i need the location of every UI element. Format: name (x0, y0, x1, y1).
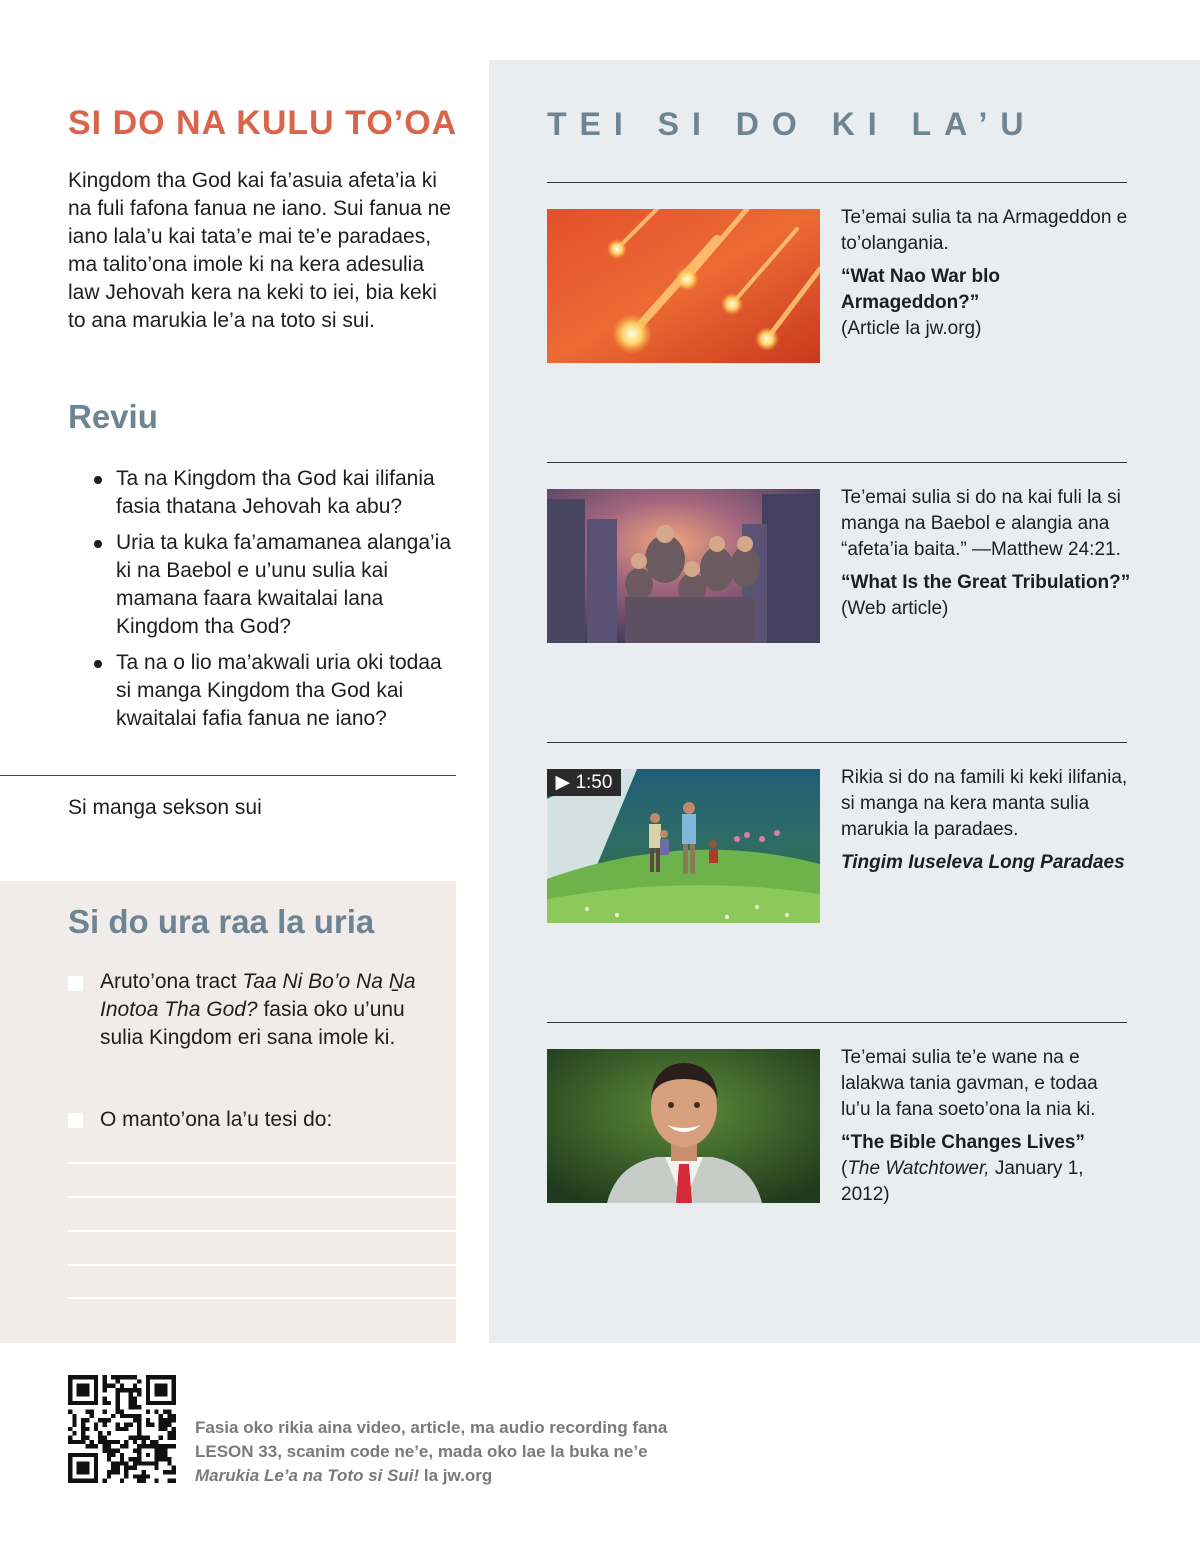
todo-item-tract (100, 968, 430, 1052)
card-description: Te’emai sulia si do na kai fuli la si manga na Baebol e alangia ana “afeta’ia baita.” —Matthew 24:21. (841, 487, 1121, 560)
tract-title: Taa Ni Bo’o Na Ṉa Inotoa Tha God? (100, 970, 416, 1021)
writing-line[interactable] (68, 1162, 456, 1164)
card-text (841, 765, 1131, 876)
smiling-man-portrait-image[interactable] (547, 1049, 820, 1203)
review-question: Uria ta kuka fa’amamanea alanga’ia ki na Baebol e u’unu sulia kai mamana faara kwaitalai lana Kingdom tha God? (92, 529, 462, 641)
card-text (841, 485, 1131, 622)
article-link[interactable] (841, 1130, 1131, 1208)
writing-line[interactable] (68, 1230, 456, 1232)
card-text (841, 1045, 1131, 1208)
review-question: Ta na Kingdom tha God kai ilifania fasia thatana Jehovah ka abu? (92, 465, 462, 521)
video-duration-badge (547, 769, 621, 796)
summary-text: Kingdom tha God kai fa’asuia afeta’ia ki na fuli fafona fanua ne iano. Sui fanua ne iano lala’u kai tata’e mai te’e paradaes, ma talito’ona imole ki na kera adesulia law Jehovah kera na keki to iei, bia keki to ana marukia le’a na toto si sui. (68, 169, 451, 332)
writing-line[interactable] (68, 1196, 456, 1198)
link-source: January 1, 2012) (841, 1158, 1084, 1205)
todo-checkbox[interactable] (68, 1113, 83, 1128)
card-divider (547, 182, 1127, 183)
publication-title: The Watchtower, (847, 1158, 990, 1179)
review-heading: Reviu (68, 398, 158, 435)
play-icon: ▶ (555, 772, 571, 793)
card-divider (547, 462, 1127, 463)
link-source: ( (841, 1158, 848, 1179)
card-text (841, 205, 1131, 342)
card-description: Rikia si do na famili ki keki ilifania, si manga na kera manta sulia marukia la paradaes. (841, 767, 1128, 840)
todo-heading: Si do ura raa la uria (68, 903, 375, 940)
writing-line[interactable] (68, 1297, 456, 1299)
link-title[interactable]: “The Bible Changes Lives” (841, 1132, 1085, 1153)
family-in-disaster-image[interactable] (547, 489, 820, 643)
section-divider (0, 775, 456, 776)
todo-item-text: fasia oko u’unu sulia Kingdom eri sana imole ki. (100, 998, 405, 1049)
duration-text: 1:50 (575, 772, 613, 793)
review-question: Ta na o lio ma’akwali uria oki todaa si manga Kingdom tha God kai kwaitalai fafia fanua ne iano? (92, 649, 462, 733)
card-divider (547, 742, 1127, 743)
meteors-falling-image[interactable] (547, 209, 820, 363)
todo-checkbox[interactable] (68, 976, 83, 991)
card-description: Te’emai sulia te’e wane na e lalakwa tania gavman, e todaa lu’u la fana soeto’ona la nia ki. (841, 1047, 1098, 1120)
footer-text: Fasia oko rikia aina video, article, ma audio recording fana LESON 33, scanim code ne’e, mada oko lae la buka ne’e (195, 1418, 668, 1461)
qr-code-icon[interactable] (68, 1375, 176, 1483)
book-title: Marukia Le’a na Toto si Sui! (195, 1466, 420, 1485)
footer-note (195, 1416, 715, 1488)
video-link[interactable]: Tingim Iuseleva Long Paradaes (841, 852, 1125, 873)
link-source: (Article la jw.org) (841, 318, 982, 339)
link-source: (Web article) (841, 598, 949, 619)
sections-label: Si manga sekson sui (68, 796, 262, 819)
card-divider (547, 1022, 1127, 1023)
review-list (92, 465, 462, 741)
summary-heading: SI DO NA KULU TO’OA (68, 104, 458, 142)
link-title[interactable]: “Wat Nao War blo Armageddon?” (841, 266, 1001, 313)
todo-item-text: Aruto’ona tract (100, 970, 243, 993)
footer-text: la jw.org (419, 1466, 493, 1485)
further-reading-heading: TEI SI DO KI LA’U (547, 106, 1037, 142)
writing-line[interactable] (68, 1264, 456, 1266)
article-link[interactable] (841, 570, 1131, 622)
link-title[interactable]: “What Is the Great Tribulation?” (841, 572, 1131, 593)
card-description: Te’emai sulia ta na Armageddon e to’olangania. (841, 207, 1128, 254)
todo-item-other: O manto’ona la’u tesi do: (100, 1108, 333, 1131)
article-link[interactable] (841, 264, 1131, 342)
